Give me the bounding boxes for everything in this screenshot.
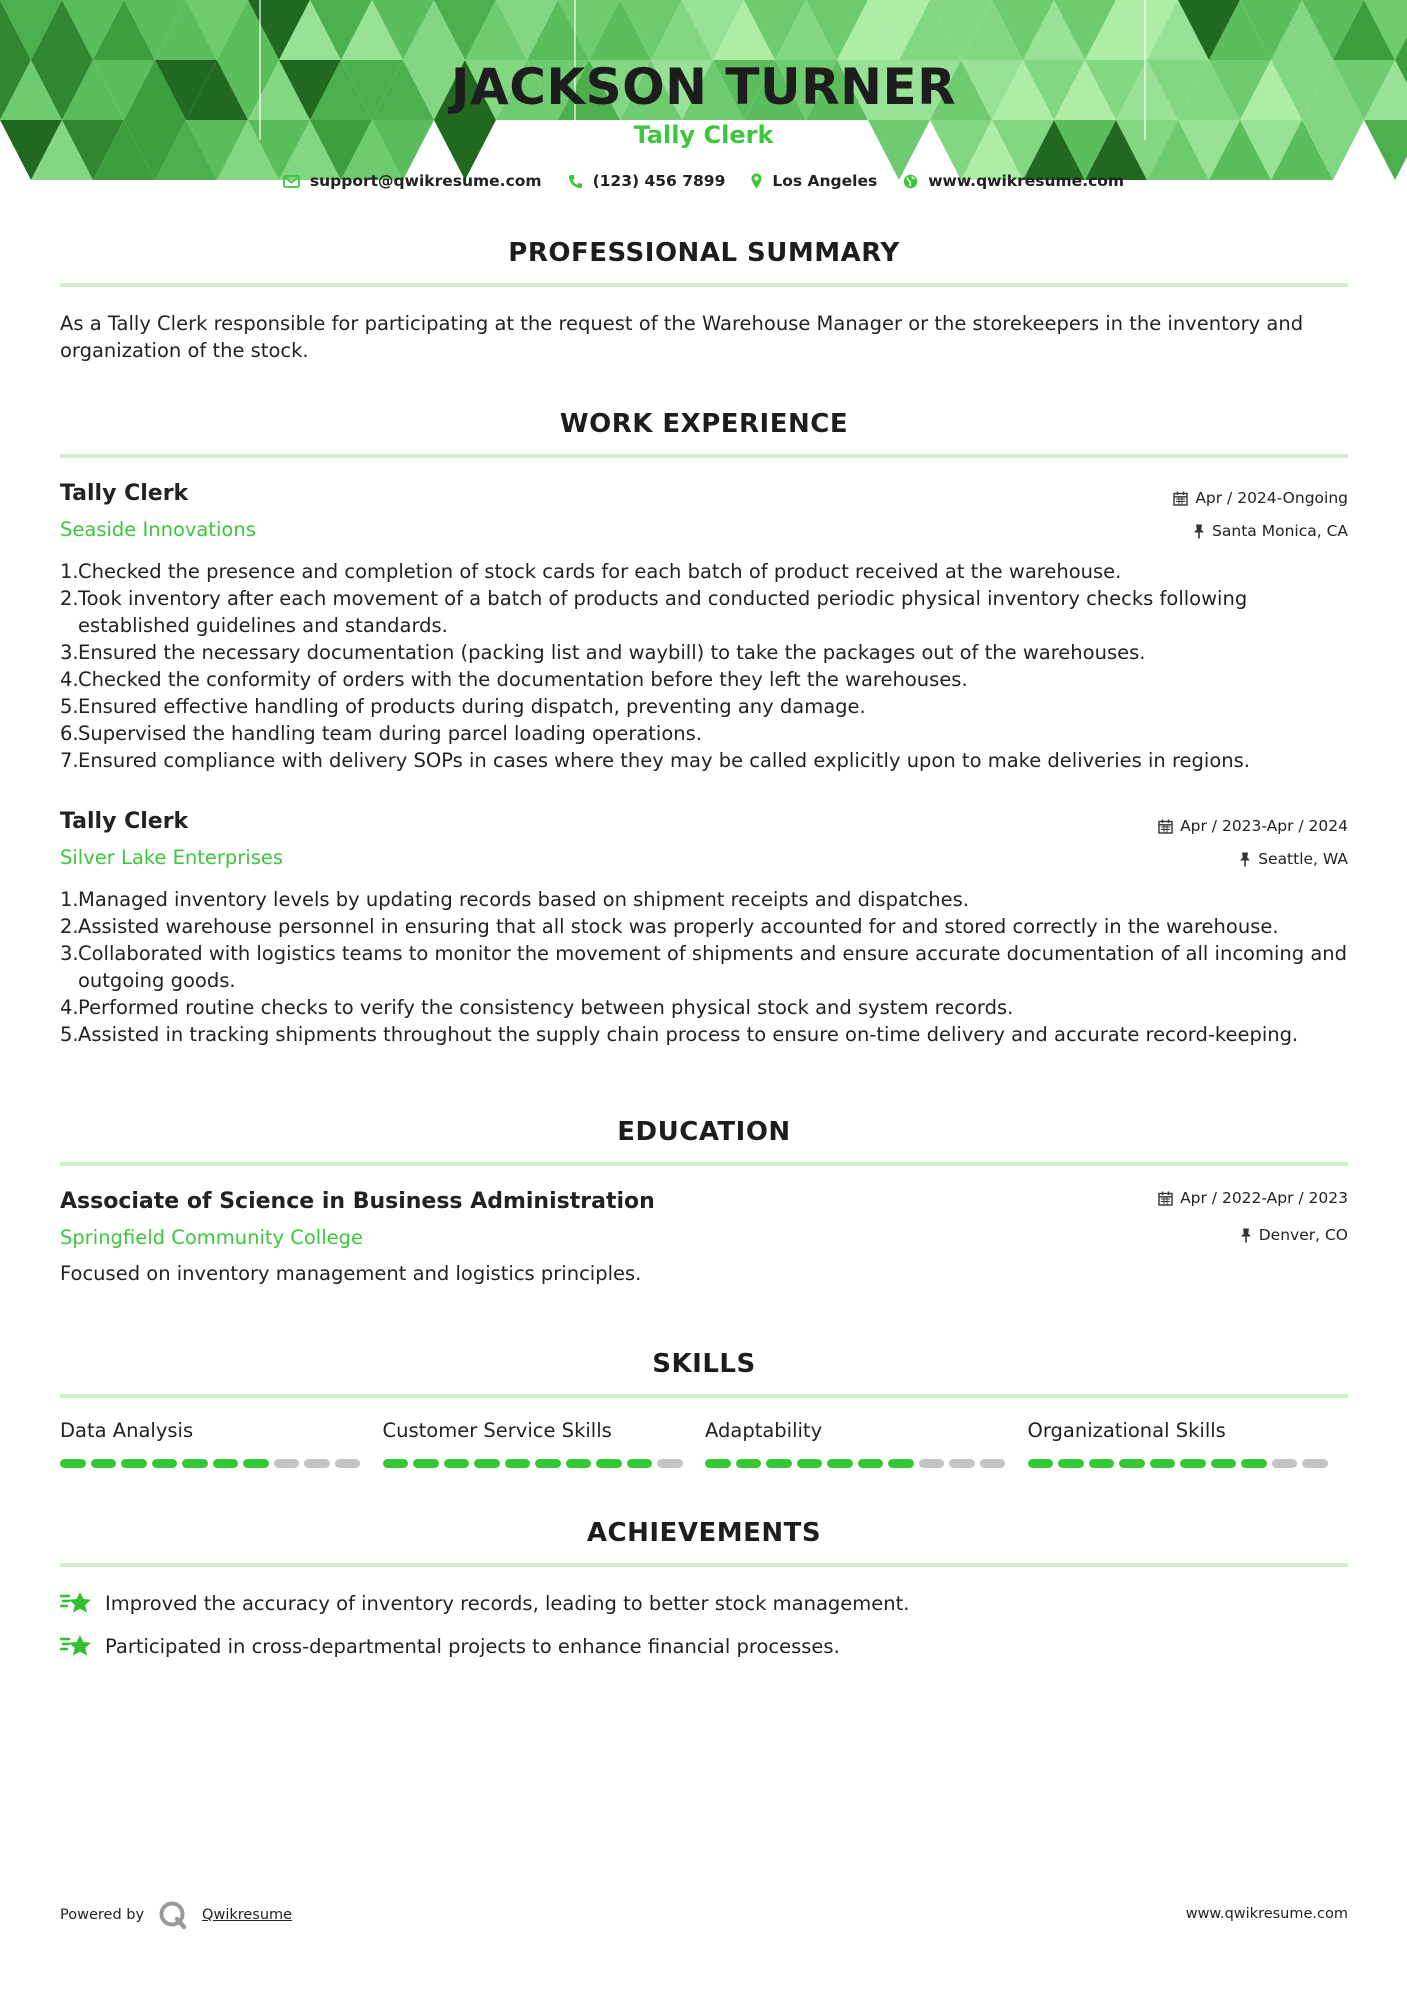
summary-heading: PROFESSIONAL SUMMARY (508, 238, 900, 268)
pushpin-icon (1239, 852, 1251, 867)
star-achievement-icon (60, 1632, 93, 1660)
calendar-icon (1173, 491, 1188, 506)
job-1-duties (60, 558, 1350, 774)
skill-dot-empty (1302, 1459, 1328, 1468)
duty-item: Collaborated with logistics teams to monitor the movement of shipments and ensure accurate documentation of all incoming and outgoing goods. (78, 942, 1348, 992)
duty-item: Checked the conformity of orders with the documentation before they left the warehouses. (78, 668, 968, 691)
achievements-heading: ACHIEVEMENTS (586, 1518, 822, 1548)
duty-item: Checked the presence and completion of stock cards for each batch of product received at the warehouse. (78, 560, 1122, 583)
job-2-location-text: Seattle, WA (1258, 850, 1348, 868)
pushpin-icon (1193, 524, 1205, 539)
skill-item (60, 1419, 383, 1468)
footer-powered-by (60, 1900, 292, 1930)
contact-location (751, 172, 877, 190)
skill-item (383, 1419, 706, 1468)
skill-dot-empty (304, 1459, 330, 1468)
job-2-dates-text: Apr / 2023-Apr / 2024 (1180, 817, 1348, 835)
job-1-company: Seaside Innovations (60, 518, 256, 541)
skill-dot-empty (335, 1459, 361, 1468)
candidate-title: Tally Clerk (633, 121, 774, 149)
skills-grid (60, 1419, 1350, 1468)
achievement-text: Participated in cross-departmental projects to enhance financial processes. (105, 1634, 840, 1658)
summary-text: As a Tally Clerk responsible for participating at the request of the Warehouse Manager or the storekeepers in the inventory and organization of the stock. (60, 312, 1304, 362)
duty-item: Performed routine checks to verify the consistency between physical stock and system records. (78, 996, 1014, 1019)
duty-item: Took inventory after each movement of a batch of products and conducted periodic physical inventory checks following established guidelines and standards. (78, 587, 1248, 637)
candidate-name: JACKSON TURNER (450, 58, 957, 116)
job-2-dates (1158, 817, 1348, 835)
skill-dot-filled (121, 1459, 147, 1468)
skill-dot-filled (182, 1459, 208, 1468)
education-description: Focused on inventory management and logistics principles. (60, 1262, 642, 1285)
contact-bar (0, 172, 1407, 190)
skill-dot-filled (383, 1459, 409, 1468)
skill-item (705, 1419, 1028, 1468)
skills-heading: SKILLS (652, 1349, 756, 1379)
skill-dot-empty (949, 1459, 975, 1468)
qwikresume-logo-icon (158, 1900, 188, 1930)
location-text: Los Angeles (772, 172, 878, 190)
contact-email[interactable] (283, 172, 542, 190)
education-dates-text: Apr / 2022-Apr / 2023 (1180, 1189, 1348, 1207)
email-text: support@qwikresume.com (309, 172, 542, 190)
skill-dot-filled (535, 1459, 561, 1468)
phone-icon (568, 174, 583, 189)
skill-dot-filled (566, 1459, 592, 1468)
skill-dot-filled (413, 1459, 439, 1468)
job-2-company: Silver Lake Enterprises (60, 846, 284, 869)
skill-dot-filled (152, 1459, 178, 1468)
footer-website[interactable]: www.qwikresume.com (1185, 1906, 1348, 1922)
job-2-duties (60, 886, 1350, 1048)
job-1-location (1193, 522, 1348, 540)
duty-item: Ensured the necessary documentation (packing list and waybill) to take the packages out of the warehouses. (78, 641, 1146, 664)
skill-level-bar (383, 1459, 706, 1468)
globe-icon (903, 174, 918, 189)
education-location (1240, 1226, 1348, 1244)
skill-level-bar (1028, 1459, 1351, 1468)
powered-by-label: Powered by (60, 1907, 145, 1923)
summary-divider (60, 283, 1348, 287)
skill-dot-filled (213, 1459, 239, 1468)
qwikresume-link[interactable]: Qwikresume (202, 1907, 293, 1923)
phone-text: (123) 456 7899 (592, 172, 726, 190)
duty-item: Ensured effective handling of products during dispatch, preventing any damage. (78, 695, 866, 718)
education-location-text: Denver, CO (1258, 1226, 1348, 1244)
website-text: www.qwikresume.com (928, 172, 1125, 190)
job-2-location (1239, 850, 1348, 868)
experience-divider (60, 454, 1348, 458)
skill-name: Data Analysis (60, 1419, 194, 1442)
skill-dot-filled (474, 1459, 500, 1468)
education-divider (60, 1162, 1348, 1166)
skill-dot-filled (60, 1459, 86, 1468)
achievements-divider (60, 1563, 1348, 1567)
skill-dot-filled (627, 1459, 653, 1468)
star-achievement-icon (60, 1589, 93, 1617)
duty-item: Assisted in tracking shipments throughout the supply chain process to ensure on-time delivery and accurate record-keeping. (78, 1023, 1299, 1046)
education-school: Springfield Community College (60, 1226, 364, 1249)
job-1-dates-text: Apr / 2024-Ongoing (1195, 489, 1348, 507)
skill-dot-filled (1180, 1459, 1206, 1468)
calendar-icon (1158, 819, 1173, 834)
skill-name: Customer Service Skills (382, 1419, 612, 1442)
contact-website[interactable] (903, 172, 1124, 190)
skill-dot-filled (766, 1459, 792, 1468)
skill-dot-filled (1058, 1459, 1084, 1468)
duty-item: Supervised the handling team during parcel loading operations. (78, 722, 702, 745)
job-2-title: Tally Clerk (60, 809, 189, 834)
skill-dot-filled (1028, 1459, 1054, 1468)
education-dates (1158, 1189, 1348, 1207)
achievement-item (60, 1589, 910, 1617)
skill-dot-filled (705, 1459, 731, 1468)
education-degree: Associate of Science in Business Administration (60, 1189, 655, 1214)
achievement-item (60, 1632, 840, 1660)
skill-dot-filled (797, 1459, 823, 1468)
skill-dot-filled (1119, 1459, 1145, 1468)
achievement-text: Improved the accuracy of inventory records, leading to better stock management. (105, 1591, 910, 1615)
skill-dot-filled (736, 1459, 762, 1468)
skill-dot-filled (91, 1459, 117, 1468)
skill-dot-filled (505, 1459, 531, 1468)
duty-item: Managed inventory levels by updating records based on shipment receipts and dispatches. (78, 888, 970, 911)
map-pin-icon (751, 173, 762, 189)
skill-dot-filled (596, 1459, 622, 1468)
skill-dot-filled (858, 1459, 884, 1468)
pushpin-icon (1240, 1228, 1252, 1243)
job-1-title: Tally Clerk (60, 481, 189, 506)
duty-item: Assisted warehouse personnel in ensuring that all stock was properly accounted for and stored correctly in the warehouse. (78, 915, 1279, 938)
skill-item (1028, 1419, 1351, 1468)
skill-dot-empty (919, 1459, 945, 1468)
skill-dot-empty (274, 1459, 300, 1468)
skill-level-bar (60, 1459, 383, 1468)
duty-item: Ensured compliance with delivery SOPs in cases where they may be called explicitly upon to make deliveries in regions. (78, 749, 1250, 772)
job-1-dates (1173, 489, 1348, 507)
skill-dot-filled (243, 1459, 269, 1468)
skill-level-bar (705, 1459, 1028, 1468)
skill-dot-filled (1089, 1459, 1115, 1468)
skill-name: Organizational Skills (1027, 1419, 1226, 1442)
contact-phone[interactable] (568, 172, 726, 190)
skill-dot-filled (1211, 1459, 1237, 1468)
job-1-location-text: Santa Monica, CA (1212, 522, 1348, 540)
skill-dot-empty (1272, 1459, 1298, 1468)
calendar-icon (1158, 1191, 1173, 1206)
skill-dot-filled (827, 1459, 853, 1468)
skill-dot-empty (657, 1459, 683, 1468)
skill-dot-empty (980, 1459, 1006, 1468)
skill-dot-filled (888, 1459, 914, 1468)
skill-dot-filled (444, 1459, 470, 1468)
skills-divider (60, 1394, 1348, 1398)
envelope-icon (283, 175, 300, 188)
education-heading: EDUCATION (617, 1117, 791, 1147)
skill-dot-filled (1150, 1459, 1176, 1468)
skill-name: Adaptability (705, 1419, 823, 1442)
skill-dot-filled (1241, 1459, 1267, 1468)
experience-heading: WORK EXPERIENCE (559, 409, 849, 439)
